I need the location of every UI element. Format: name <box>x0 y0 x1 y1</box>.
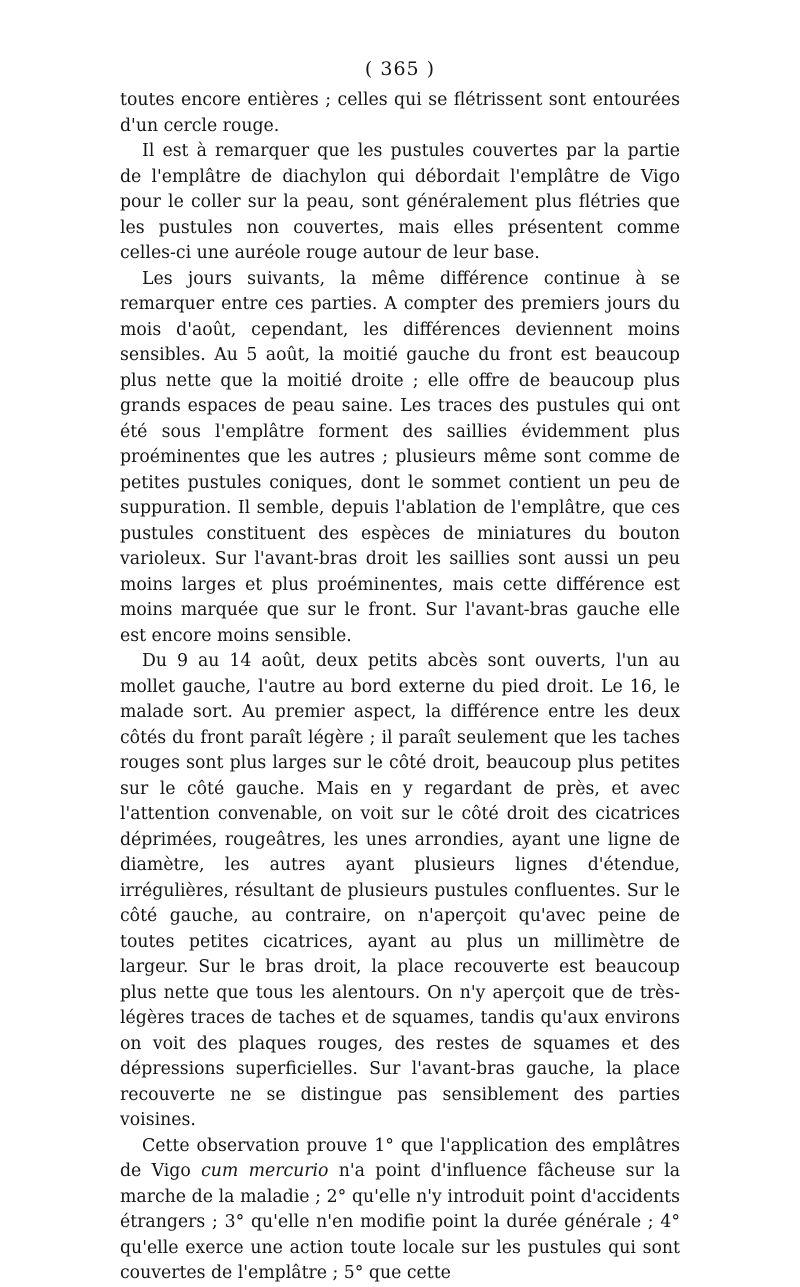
paragraph-following-days: Les jours suivants, la même différence continue à se remarquer entre ces parties. A compter des premiers jours du mois d'août, cependant, les différences deviennent moins sensibles. Au 5 août, la moitié gauche du front est beaucoup plus nette que la moitié droite ; elle offre de beaucoup plus grands espaces de peau saine. Les traces des pustules qui ont été sous l'emplâtre forment des saillies évidemment plus proéminentes que les autres ; plusieurs même sont comme de petites pustules coniques, dont le sommet contient un peu de suppuration. Il semble, depuis l'ablation de l'emplâtre, que ces pustules constituent des espèces de miniatures du bouton varioleux. Sur l'avant-bras droit les saillies sont aussi un peu moins larges et plus proéminentes, mais cette différence est moins marquée que sur le front. Sur l'avant-bras gauche elle est encore moins sensible. <box>120 268 680 646</box>
paragraph-august-abscesses: Du 9 au 14 août, deux petits abcès sont ouverts, l'un au mollet gauche, l'autre au bord externe du pied droit. Le 16, le malade sort. Au premier aspect, la différence entre les deux côtés du front paraît légère ; il paraît seulement que les taches rouges sont plus larges sur le côté droit, beaucoup plus petites sur le côté gauche. Mais en y regardant de près, et avec l'attention convenable, on voit sur le côté droit des cicatrices déprimées, rougeâtres, les unes arrondies, ayant une ligne de diamètre, les autres ayant plusieurs lignes d'étendue, irrégulières, résultant de plusieurs pustules confluentes. Sur le côté gauche, au contraire, on n'aperçoit qu'avec peine de toutes petites cicatrices, ayant au plus un millimètre de largeur. Sur le bras droit, la place recouverte est beaucoup plus nette que tous les alentours. On n'y aperçoit que de très-légères traces de taches et de squames, tandis qu'aux environs on voit des plaques rouges, des restes de squames et des dépressions superficielles. Sur l'avant-bras gauche, la place recouverte ne se distingue pas sensiblement des parties voisines. <box>120 651 680 1130</box>
conclusion-italic-term: cum mercurio <box>201 1161 329 1181</box>
body-text <box>120 88 680 1287</box>
conclusion-text-start: Cette observation prouve 1° que l'application des emplâtres de Vigo <box>120 1135 680 1181</box>
paragraph-conclusion <box>120 1134 680 1287</box>
conclusion-text-end: n'a point d'influence fâcheuse sur la marche de la maladie ; 2° qu'elle n'y introduit point d'accidents étrangers ; 3° qu'elle n'en modifie point la durée générale ; 4° qu'elle exerce une action toute locale sur les pustules qui sont couvertes de l'emplâtre ; 5° que cette <box>120 1161 680 1283</box>
paragraph-diachylon: Il est à remarquer que les pustules couvertes par la partie de l'emplâtre de diachylon qui débordait l'emplâtre de Vigo pour le coller sur la peau, sont généralement plus flétries que les pustules non couvertes, mais elles présentent comme celles-ci une auréole rouge autour de leur base. <box>120 141 680 263</box>
page-number: ( 365 ) <box>364 58 436 80</box>
paragraph-continuation: toutes encore entières ; celles qui se flétrissent sont entourées d'un cercle rouge. <box>120 90 680 136</box>
